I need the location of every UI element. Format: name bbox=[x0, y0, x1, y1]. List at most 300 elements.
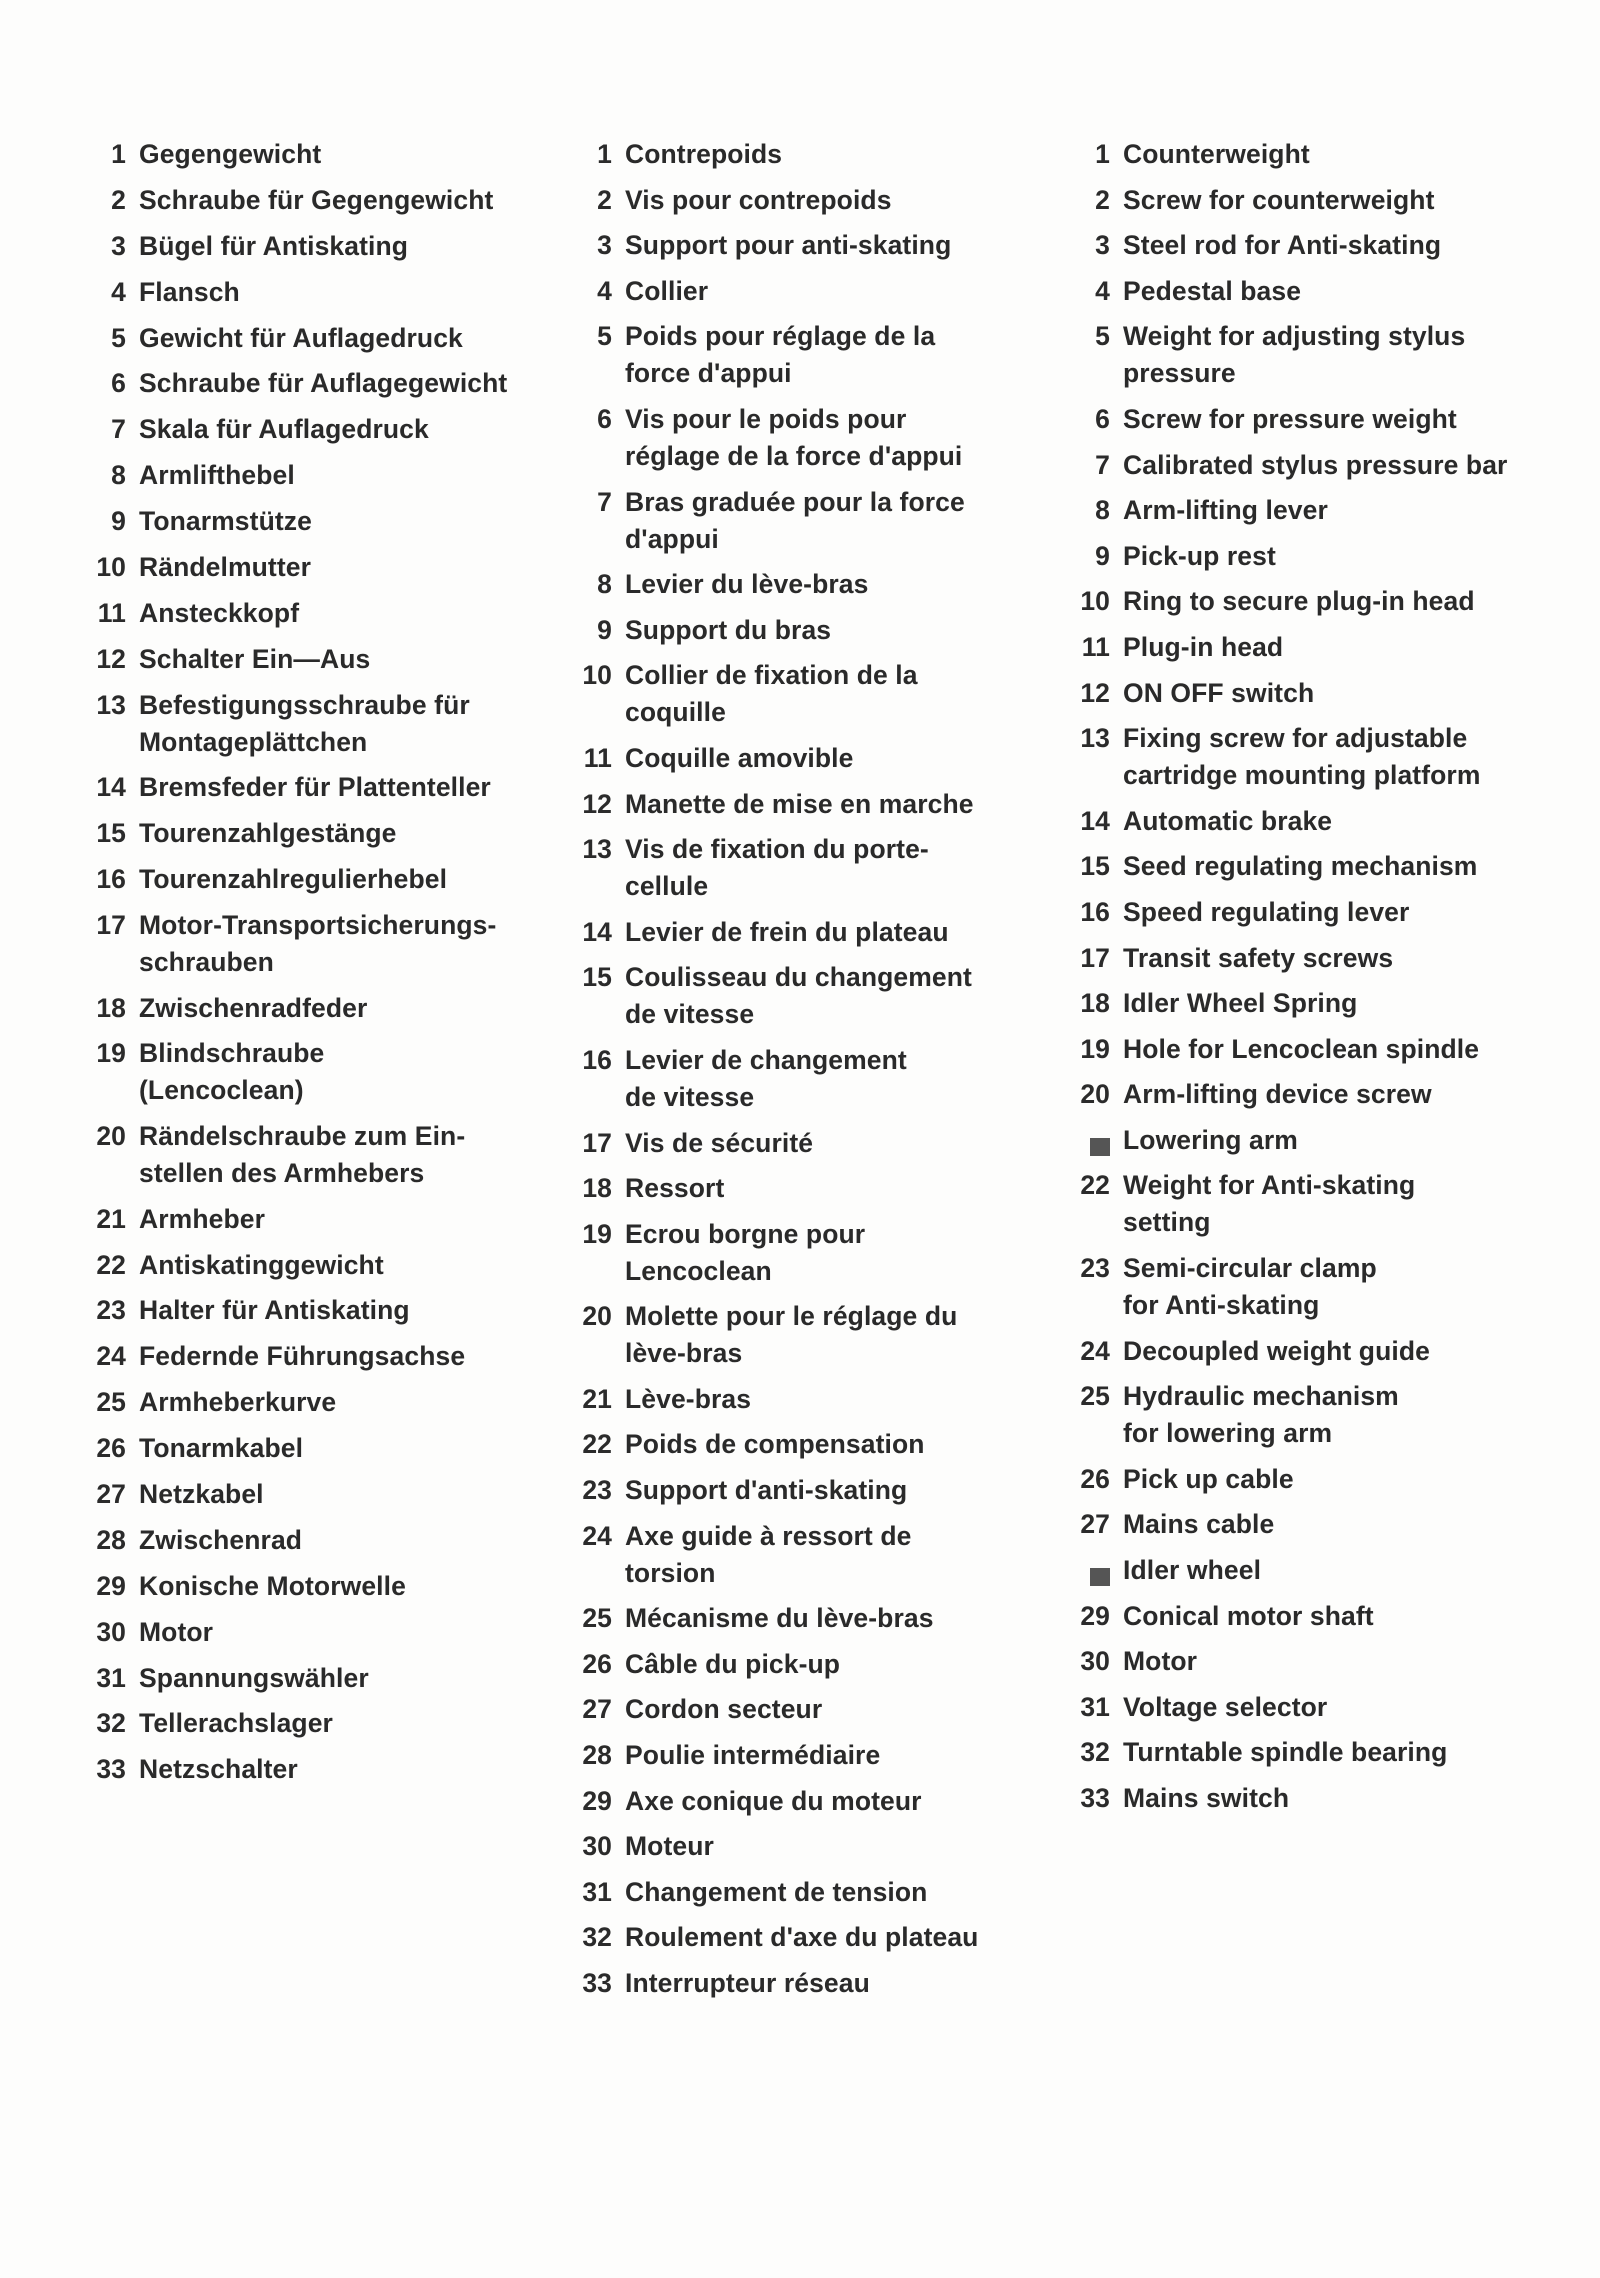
parts-list-english bbox=[1070, 136, 1570, 1826]
part-label: Spannungswähler bbox=[139, 1662, 369, 1693]
part-label: Collier de fixation de la coquille bbox=[625, 660, 918, 728]
part-number: 18 bbox=[96, 992, 126, 1023]
part-label: Motor bbox=[139, 1616, 214, 1647]
part-number: 20 bbox=[582, 1301, 612, 1332]
part-entry bbox=[1070, 940, 1570, 977]
part-label: Motor bbox=[1123, 1646, 1198, 1677]
part-label: Schraube für Gegengewicht bbox=[139, 184, 494, 215]
part-number: 8 bbox=[597, 569, 612, 600]
part-entry bbox=[572, 1170, 1012, 1207]
part-number: 19 bbox=[96, 1038, 126, 1069]
part-number: 3 bbox=[111, 230, 126, 261]
part-number: 4 bbox=[111, 276, 126, 307]
part-entry bbox=[86, 595, 536, 632]
part-entry bbox=[1070, 1734, 1570, 1771]
part-number: 27 bbox=[1080, 1509, 1110, 1540]
part-label: Bremsfeder für Plattenteller bbox=[139, 772, 491, 803]
part-entry bbox=[86, 815, 536, 852]
part-label: Mains switch bbox=[1123, 1783, 1290, 1813]
part-label: Plug-in head bbox=[1123, 631, 1284, 662]
part-number: 22 bbox=[1080, 1170, 1110, 1201]
parts-list-german bbox=[86, 136, 536, 1797]
part-entry bbox=[572, 273, 1012, 310]
part-label: Antiskatinggewicht bbox=[139, 1249, 384, 1280]
part-number: 16 bbox=[582, 1044, 612, 1075]
part-label: Befestigungsschraube für Montageplättchen bbox=[139, 689, 470, 757]
part-number: 26 bbox=[1080, 1463, 1110, 1494]
part-label: Interrupteur réseau bbox=[625, 1968, 870, 1998]
part-entry bbox=[572, 1472, 1012, 1509]
part-entry bbox=[1070, 182, 1570, 219]
part-label: Câble du pick-up bbox=[625, 1648, 841, 1679]
part-entry bbox=[1070, 227, 1570, 264]
part-number: 9 bbox=[111, 506, 126, 537]
part-label: Hole for Lencoclean spindle bbox=[1123, 1033, 1480, 1064]
part-entry bbox=[572, 318, 1012, 392]
part-entry bbox=[1070, 1122, 1570, 1159]
part-label: Poids de compensation bbox=[625, 1429, 925, 1460]
part-label: Poids pour réglage de la force d'appui bbox=[625, 321, 936, 389]
part-number: 2 bbox=[1095, 184, 1110, 215]
part-number: 30 bbox=[1080, 1646, 1110, 1677]
part-number: 33 bbox=[582, 1968, 612, 1998]
part-number: 12 bbox=[1080, 677, 1110, 708]
part-entry bbox=[86, 641, 536, 678]
part-number: 4 bbox=[1095, 275, 1110, 306]
part-number: 6 bbox=[1095, 403, 1110, 434]
part-label: Support du bras bbox=[625, 614, 832, 645]
part-entry bbox=[1070, 720, 1570, 794]
part-number: 22 bbox=[582, 1429, 612, 1460]
part-entry bbox=[572, 136, 1012, 173]
part-entry bbox=[86, 365, 536, 402]
part-label: Bügel für Antiskating bbox=[139, 230, 409, 261]
part-number: 11 bbox=[97, 597, 126, 628]
part-entry bbox=[86, 1430, 536, 1467]
part-number: 25 bbox=[96, 1387, 126, 1418]
part-label: Hydraulic mechanism for lowering arm bbox=[1123, 1381, 1399, 1449]
part-label: Skala für Auflagedruck bbox=[139, 414, 429, 445]
part-entry bbox=[572, 1518, 1012, 1592]
part-entry bbox=[572, 786, 1012, 823]
part-number: 16 bbox=[96, 864, 126, 895]
part-number: 30 bbox=[582, 1831, 612, 1862]
part-entry bbox=[572, 914, 1012, 951]
part-number: 5 bbox=[111, 322, 126, 353]
part-label: Schraube für Auflagegewicht bbox=[139, 368, 508, 399]
part-number: 28 bbox=[96, 1524, 126, 1555]
part-label: Collier bbox=[625, 275, 709, 306]
part-entry bbox=[572, 831, 1012, 905]
part-label: Levier de changement de vitesse bbox=[625, 1044, 907, 1112]
part-entry bbox=[1070, 1031, 1570, 1068]
part-entry bbox=[86, 1705, 536, 1742]
part-label: Moteur bbox=[625, 1831, 714, 1862]
part-label: Gewicht für Auflagedruck bbox=[139, 322, 463, 353]
part-entry bbox=[1070, 273, 1570, 310]
part-label: Seed regulating mechanism bbox=[1123, 851, 1478, 882]
part-label: Cordon secteur bbox=[625, 1694, 823, 1725]
part-label: Pick-up rest bbox=[1123, 540, 1276, 571]
part-label: Screw for pressure weight bbox=[1123, 403, 1457, 434]
part-label: Support pour anti-skating bbox=[625, 230, 952, 261]
part-entry bbox=[1070, 675, 1570, 712]
part-number: 8 bbox=[111, 460, 126, 491]
part-label: Weight for adjusting stylus pressure bbox=[1123, 321, 1466, 389]
part-label: Changement de tension bbox=[625, 1876, 928, 1907]
part-entry bbox=[86, 182, 536, 219]
part-number: 25 bbox=[1080, 1381, 1110, 1412]
part-label: Armheberkurve bbox=[139, 1387, 337, 1418]
part-label: Rändelmutter bbox=[139, 552, 312, 583]
part-number: 18 bbox=[582, 1173, 612, 1204]
part-number: 19 bbox=[1080, 1033, 1110, 1064]
part-entry bbox=[86, 1201, 536, 1238]
part-entry bbox=[86, 990, 536, 1027]
part-label: Speed regulating lever bbox=[1123, 896, 1410, 927]
part-number: 24 bbox=[582, 1520, 612, 1551]
part-number: 27 bbox=[96, 1478, 126, 1509]
part-number: 29 bbox=[96, 1570, 126, 1601]
part-number: 23 bbox=[1080, 1253, 1110, 1284]
part-label: Netzkabel bbox=[139, 1478, 264, 1509]
part-label: Tonarmstütze bbox=[139, 506, 312, 537]
part-number bbox=[1070, 1552, 1123, 1589]
part-number: 10 bbox=[1080, 586, 1110, 617]
part-number: 3 bbox=[597, 230, 612, 261]
part-entry bbox=[86, 411, 536, 448]
part-entry bbox=[1070, 985, 1570, 1022]
part-label: Counterweight bbox=[1123, 139, 1310, 169]
part-entry bbox=[86, 1384, 536, 1421]
part-number: 6 bbox=[597, 403, 612, 434]
part-entry bbox=[86, 769, 536, 806]
part-entry bbox=[1070, 492, 1570, 529]
part-label: Arm-lifting lever bbox=[1123, 495, 1328, 526]
part-entry bbox=[86, 1338, 536, 1375]
part-number: 12 bbox=[96, 643, 126, 674]
part-label: Vis pour le poids pour réglage de la force d'appui bbox=[625, 403, 963, 471]
part-number: 15 bbox=[582, 962, 612, 993]
part-label: Armheber bbox=[139, 1203, 265, 1234]
part-label: Vis de fixation du porte- cellule bbox=[625, 834, 929, 902]
part-label: Vis de sécurité bbox=[625, 1127, 814, 1158]
part-entry bbox=[1070, 583, 1570, 620]
part-label: Idler Wheel Spring bbox=[1123, 988, 1358, 1019]
part-entry bbox=[572, 1691, 1012, 1728]
part-label: Roulement d'axe du plateau bbox=[625, 1922, 979, 1953]
part-entry bbox=[1070, 538, 1570, 575]
part-entry bbox=[1070, 894, 1570, 931]
part-entry bbox=[1070, 1598, 1570, 1635]
part-entry bbox=[86, 1660, 536, 1697]
part-label: Bras graduée pour la force d'appui bbox=[625, 486, 965, 554]
part-label: Blindschraube (Lencoclean) bbox=[139, 1038, 325, 1106]
part-entry bbox=[86, 503, 536, 540]
part-entry bbox=[572, 959, 1012, 1033]
part-entry bbox=[1070, 1689, 1570, 1726]
part-number: 17 bbox=[96, 909, 126, 940]
part-number: 31 bbox=[582, 1876, 612, 1907]
part-entry bbox=[1070, 1333, 1570, 1370]
part-number: 6 bbox=[111, 368, 126, 399]
part-entry bbox=[86, 1035, 536, 1109]
part-number: 5 bbox=[1095, 321, 1110, 352]
part-entry bbox=[1070, 136, 1570, 173]
part-number: 1 bbox=[1095, 139, 1110, 169]
part-label: Rändelschraube zum Ein- stellen des Armhebers bbox=[139, 1121, 466, 1189]
part-number: 7 bbox=[597, 486, 612, 517]
part-label: Manette de mise en marche bbox=[625, 788, 974, 819]
part-number: 14 bbox=[582, 916, 612, 947]
part-number: 31 bbox=[96, 1662, 126, 1693]
part-number: 29 bbox=[1080, 1600, 1110, 1631]
part-entry bbox=[572, 1600, 1012, 1637]
part-label: Contrepoids bbox=[625, 139, 783, 169]
part-entry bbox=[86, 907, 536, 981]
part-label: Ansteckkopf bbox=[139, 597, 300, 628]
part-entry bbox=[572, 1426, 1012, 1463]
part-number: 31 bbox=[1080, 1691, 1110, 1722]
part-entry bbox=[1070, 848, 1570, 885]
part-number: 7 bbox=[1095, 449, 1110, 480]
part-entry bbox=[1070, 1461, 1570, 1498]
part-entry bbox=[572, 612, 1012, 649]
part-number: 15 bbox=[96, 818, 126, 849]
part-number: 32 bbox=[96, 1708, 126, 1739]
part-label: Gegengewicht bbox=[139, 139, 322, 169]
part-label: Decoupled weight guide bbox=[1123, 1335, 1430, 1366]
part-label: Tonarmkabel bbox=[139, 1433, 304, 1464]
part-number: 24 bbox=[96, 1341, 126, 1372]
part-entry bbox=[1070, 1780, 1570, 1817]
part-entry bbox=[572, 566, 1012, 603]
part-entry bbox=[572, 182, 1012, 219]
part-number: 12 bbox=[582, 788, 612, 819]
part-entry bbox=[572, 1381, 1012, 1418]
part-label: Axe conique du moteur bbox=[625, 1785, 922, 1816]
part-entry bbox=[572, 401, 1012, 475]
part-entry bbox=[86, 1568, 536, 1605]
part-entry bbox=[86, 1614, 536, 1651]
part-label: Motor-Transportsicherungs- schrauben bbox=[139, 909, 497, 977]
part-label: Idler wheel bbox=[1123, 1555, 1262, 1586]
part-entry bbox=[572, 1646, 1012, 1683]
part-number: 23 bbox=[96, 1295, 126, 1326]
part-label: Zwischenradfeder bbox=[139, 992, 368, 1023]
part-number: 24 bbox=[1080, 1335, 1110, 1366]
part-number: 13 bbox=[96, 689, 126, 720]
part-number: 11 bbox=[1081, 631, 1110, 662]
part-entry bbox=[1070, 1378, 1570, 1452]
part-number: 20 bbox=[1080, 1079, 1110, 1110]
part-number: 21 bbox=[96, 1203, 126, 1234]
part-label: Lowering arm bbox=[1123, 1124, 1298, 1155]
part-number: 1 bbox=[597, 139, 612, 169]
part-label: Federnde Führungsachse bbox=[139, 1341, 466, 1372]
part-entry bbox=[572, 1965, 1012, 2002]
part-entry bbox=[86, 1292, 536, 1329]
part-entry bbox=[572, 1298, 1012, 1372]
part-entry bbox=[572, 1783, 1012, 1820]
part-entry bbox=[572, 657, 1012, 731]
part-entry bbox=[572, 227, 1012, 264]
part-number: 23 bbox=[582, 1475, 612, 1506]
part-entry bbox=[572, 1216, 1012, 1290]
part-entry bbox=[86, 228, 536, 265]
part-entry bbox=[86, 1522, 536, 1559]
part-label: Levier du lève-bras bbox=[625, 569, 869, 600]
part-entry bbox=[86, 457, 536, 494]
part-number: 33 bbox=[96, 1754, 126, 1785]
part-number: 26 bbox=[96, 1433, 126, 1464]
part-label: Molette pour le réglage du lève-bras bbox=[625, 1301, 958, 1369]
part-entry bbox=[1070, 1167, 1570, 1241]
part-label: Poulie intermédiaire bbox=[625, 1740, 881, 1771]
part-number: 2 bbox=[597, 184, 612, 215]
part-label: Semi-circular clamp for Anti-skating bbox=[1123, 1253, 1377, 1321]
part-label: Pedestal base bbox=[1123, 275, 1302, 306]
part-entry bbox=[1070, 1552, 1570, 1589]
part-number: 16 bbox=[1080, 896, 1110, 927]
part-number: 13 bbox=[1080, 723, 1110, 754]
part-label: Armlifthebel bbox=[139, 460, 295, 491]
part-label: Flansch bbox=[139, 276, 240, 307]
part-number: 29 bbox=[582, 1785, 612, 1816]
part-entry bbox=[1070, 447, 1570, 484]
part-entry bbox=[86, 320, 536, 357]
part-entry bbox=[572, 1874, 1012, 1911]
part-number: 17 bbox=[582, 1127, 612, 1158]
part-label: Arm-lifting device screw bbox=[1123, 1079, 1432, 1110]
part-label: Screw for counterweight bbox=[1123, 184, 1435, 215]
part-entry bbox=[572, 1125, 1012, 1162]
part-entry bbox=[1070, 1076, 1570, 1113]
part-entry bbox=[86, 549, 536, 586]
part-entry bbox=[1070, 629, 1570, 666]
part-label: Calibrated stylus pressure bar bbox=[1123, 449, 1508, 480]
part-entry bbox=[1070, 318, 1570, 392]
part-label: Fixing screw for adjustable cartridge mounting platform bbox=[1123, 723, 1481, 791]
part-label: Coulisseau du changement de vitesse bbox=[625, 962, 972, 1030]
part-entry bbox=[86, 687, 536, 761]
part-label: Mains cable bbox=[1123, 1509, 1275, 1540]
part-label: Conical motor shaft bbox=[1123, 1600, 1374, 1631]
part-number: 8 bbox=[1095, 495, 1110, 526]
part-label: Schalter Ein—Aus bbox=[139, 643, 371, 674]
part-label: ON OFF switch bbox=[1123, 677, 1315, 708]
part-number: 18 bbox=[1080, 988, 1110, 1019]
part-number: 14 bbox=[1080, 805, 1110, 836]
parts-list-french bbox=[572, 136, 1012, 2011]
part-label: Steel rod for Anti-skating bbox=[1123, 230, 1442, 261]
part-entry bbox=[572, 1042, 1012, 1116]
part-number: 33 bbox=[1080, 1783, 1110, 1813]
part-number: 30 bbox=[96, 1616, 126, 1647]
part-number: 27 bbox=[582, 1694, 612, 1725]
part-entry bbox=[86, 274, 536, 311]
part-label: Coquille amovible bbox=[625, 742, 854, 773]
part-label: Zwischenrad bbox=[139, 1524, 303, 1555]
part-entry bbox=[572, 1737, 1012, 1774]
part-number: 20 bbox=[96, 1121, 126, 1152]
part-entry bbox=[86, 1247, 536, 1284]
part-number: 3 bbox=[1095, 230, 1110, 261]
part-label: Ecrou borgne pour Lencoclean bbox=[625, 1218, 866, 1286]
part-number bbox=[1070, 1122, 1123, 1159]
part-number: 9 bbox=[597, 614, 612, 645]
part-entry bbox=[572, 1828, 1012, 1865]
part-label: Ring to secure plug-in head bbox=[1123, 586, 1475, 617]
part-entry bbox=[86, 1118, 536, 1192]
part-number: 21 bbox=[582, 1383, 612, 1414]
part-number: 32 bbox=[1080, 1737, 1110, 1768]
part-entry bbox=[1070, 1506, 1570, 1543]
part-entry bbox=[572, 740, 1012, 777]
part-label: Support d'anti-skating bbox=[625, 1475, 908, 1506]
part-number: 32 bbox=[582, 1922, 612, 1953]
part-label: Pick up cable bbox=[1123, 1463, 1294, 1494]
part-label: Tourenzahlgestänge bbox=[139, 818, 397, 849]
smudged-number-mark bbox=[1090, 1568, 1110, 1586]
part-label: Tellerachslager bbox=[139, 1708, 333, 1739]
part-label: Voltage selector bbox=[1123, 1691, 1328, 1722]
part-number: 11 bbox=[583, 742, 612, 773]
part-number: 9 bbox=[1095, 540, 1110, 571]
part-number: 5 bbox=[597, 321, 612, 352]
part-number: 19 bbox=[582, 1218, 612, 1249]
part-label: Lève-bras bbox=[625, 1383, 752, 1414]
part-entry bbox=[1070, 1643, 1570, 1680]
part-number: 10 bbox=[582, 660, 612, 691]
part-number: 14 bbox=[96, 772, 126, 803]
part-number: 13 bbox=[582, 834, 612, 865]
smudged-number-mark bbox=[1090, 1138, 1110, 1156]
part-number: 22 bbox=[96, 1249, 126, 1280]
part-label: Netzschalter bbox=[139, 1754, 298, 1785]
part-entry bbox=[1070, 401, 1570, 438]
part-number: 28 bbox=[582, 1740, 612, 1771]
part-entry bbox=[86, 861, 536, 898]
part-label: Automatic brake bbox=[1123, 805, 1333, 836]
part-label: Vis pour contrepoids bbox=[625, 184, 892, 215]
part-entry bbox=[86, 1751, 536, 1788]
part-label: Levier de frein du plateau bbox=[625, 916, 949, 947]
part-number: 7 bbox=[111, 414, 126, 445]
part-entry bbox=[86, 136, 536, 173]
part-entry bbox=[572, 1919, 1012, 1956]
part-entry bbox=[1070, 1250, 1570, 1324]
part-label: Ressort bbox=[625, 1173, 725, 1204]
part-label: Axe guide à ressort de torsion bbox=[625, 1520, 912, 1588]
part-label: Weight for Anti-skating setting bbox=[1123, 1170, 1416, 1238]
part-label: Halter für Antiskating bbox=[139, 1295, 410, 1326]
part-entry bbox=[1070, 803, 1570, 840]
part-entry bbox=[572, 484, 1012, 558]
part-number: 2 bbox=[111, 184, 126, 215]
part-label: Transit safety screws bbox=[1123, 942, 1394, 973]
part-number: 10 bbox=[96, 552, 126, 583]
part-number: 26 bbox=[582, 1648, 612, 1679]
part-label: Tourenzahlregulierhebel bbox=[139, 864, 448, 895]
part-number: 25 bbox=[582, 1603, 612, 1634]
part-label: Turntable spindle bearing bbox=[1123, 1737, 1448, 1768]
part-number: 1 bbox=[111, 139, 126, 169]
part-entry bbox=[86, 1476, 536, 1513]
part-number: 15 bbox=[1080, 851, 1110, 882]
part-label: Konische Motorwelle bbox=[139, 1570, 406, 1601]
part-number: 4 bbox=[597, 275, 612, 306]
